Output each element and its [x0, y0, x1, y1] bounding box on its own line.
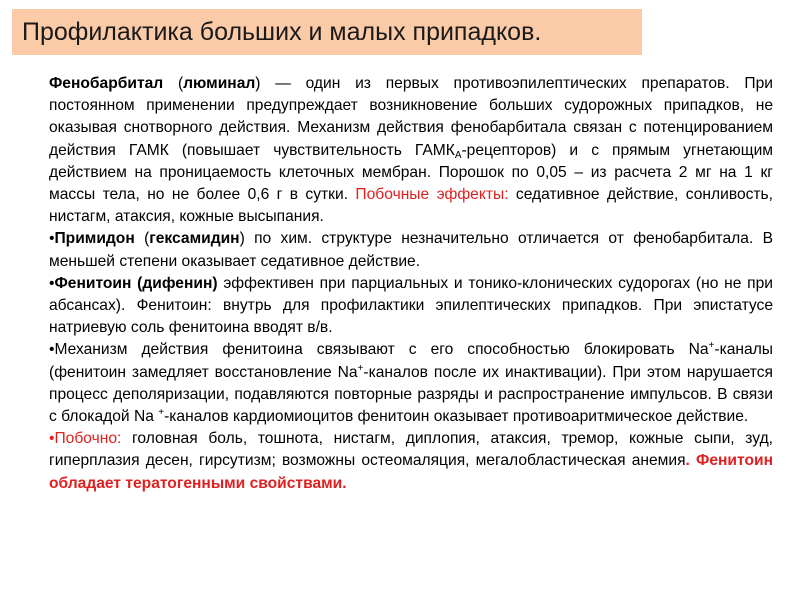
paragraph-primidone — [49, 228, 773, 272]
superscript-plus: + — [357, 362, 364, 374]
superscript-plus: + — [708, 340, 715, 352]
paragraph-phenobarbital — [49, 73, 773, 228]
teratogen-warning: . Фенитоин обладает тератогенными свойствами. — [49, 452, 773, 492]
mechanism-text-d: -каналов кардиомиоцитов фенитоин оказывает противоаритмическое действие. — [164, 408, 749, 426]
drug-alias-luminal: люминал — [183, 75, 256, 92]
drug-name-phenytoin: Фенитоин (дифенин) — [54, 274, 218, 292]
mechanism-text-c: -каналов после их инактивации). При этом нарушается процесс деполяризации, подавляются повторные разряды и распространение импульсов. В связи с блокадой Na — [49, 363, 773, 426]
paren-open: ( — [134, 230, 150, 248]
phenobarbital-text-a: ) — один из первых противоэпилептических препаратов. При постоянном применении предупреждает возникновение больших судорожных припадков, не оказывая снотворного действия. Механизм действия фенобарбитала связан с потенцированием действия ГАМК (повышает чувствительность ГАМК — [49, 75, 773, 159]
phenobarbital-text-b: -рецепторов) и с прямым угнетающим действием на проницаемость клеточных мембран. Порошок по 0,05 – из расчета 2 мг на 1 кг массы тела, но не более 0,6 г в сутки. — [49, 141, 773, 204]
mechanism-text-b: -каналы (фенитоин замедляет восстановление Na — [49, 341, 773, 381]
slide-title-bar — [12, 9, 642, 55]
side-effects-label-2: Побочно: — [54, 430, 122, 448]
paragraph-mechanism — [49, 339, 773, 428]
drug-alias-hexamidine: гексамидин — [149, 230, 240, 248]
mechanism-text-a: Механизм действия фенитоина связывают с его способностью блокировать Na — [54, 341, 709, 359]
paragraph-side-effects — [49, 428, 773, 495]
bullet: • — [49, 230, 55, 248]
side-effects-text: головная боль, тошнота, нистагм, диплопия, атаксия, тремор, кожные сыпи, зуд, гиперплазия десен, гирсутизм; возможны остеомаляция, мегалобластическая анемия — [49, 430, 773, 470]
drug-name-primidone: Примидон — [54, 230, 135, 248]
phenobarbital-text-c: седативное действие, сонливость, нистагм, атаксия, кожные высыпания. — [49, 186, 774, 226]
paren-open: ( — [163, 75, 184, 92]
bullet: • — [49, 430, 55, 448]
subscript-a: А — [454, 149, 462, 161]
drug-name-phenobarbital: Фенобарбитал — [49, 75, 164, 92]
primidone-text: ) по хим. структуре незначительно отличается от фенобарбитала. В меньшей степени оказывает седативное действие. — [49, 230, 773, 270]
bullet: • — [49, 274, 55, 292]
side-effects-label: Побочные эффекты: — [355, 186, 509, 204]
slide-content — [49, 73, 773, 495]
superscript-plus: + — [158, 407, 165, 419]
slide-title: Профилактика больших и малых припадков. — [22, 17, 542, 46]
bullet: • — [49, 341, 55, 359]
paragraph-phenytoin — [49, 273, 773, 340]
phenytoin-text: эффективен при парциальных и тонико-клонических судорогах (но не при абсансах). Фенитоин: внутрь для профилактики эпилептических припадков. При эпистатусе натриевую соль фенитоина вводят в/в. — [49, 274, 773, 337]
